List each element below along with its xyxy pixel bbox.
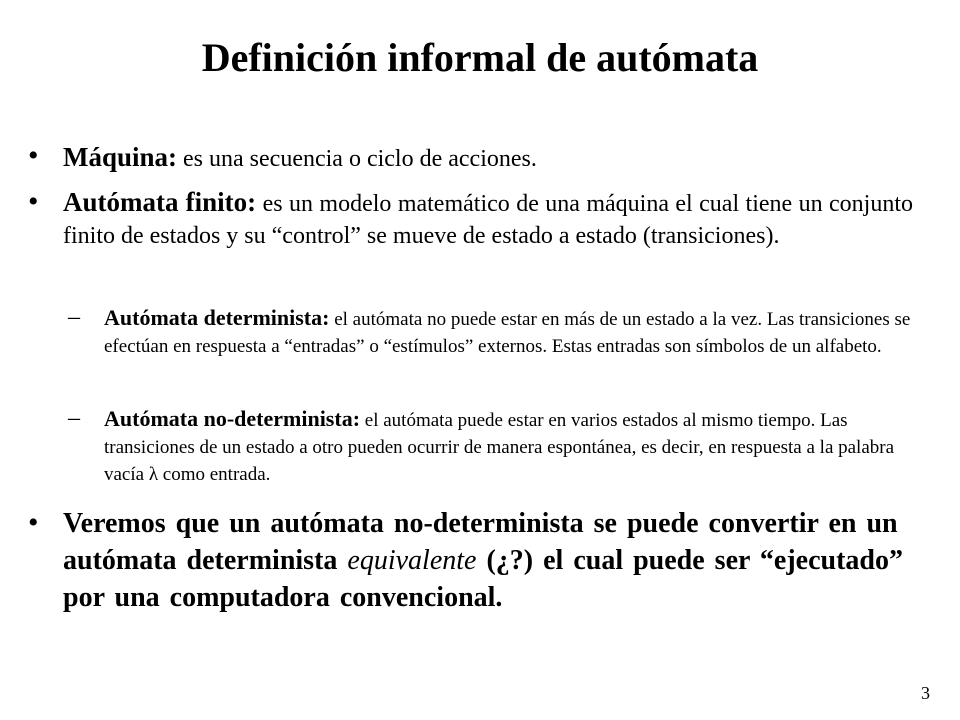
bullet-term: Máquina: [63,142,178,172]
bullet-text [63,505,913,617]
bullet-text [63,138,913,177]
bullet-text [63,184,913,253]
bullet-definition: es una secuencia o ciclo de acciones. [177,146,537,172]
subbullet-marker: – [68,405,80,431]
subbullet-term: Autómata determinista: [104,305,330,330]
subbullet-text [104,403,924,489]
bullet-marker: • [28,506,39,539]
page-number: 3 [921,683,930,703]
conclusion-part-1: Veremos que un autómata no-determinista se puede convertir en un autómata determinista [63,508,898,577]
subbullet-definition: el autómata puede estar en varios estados al mismo tiempo. Las transiciones de un estado a otro pueden ocurrir de manera espontánea, es decir, en respuesta a la palabra vacía λ como entrada. [104,410,895,485]
slide-title: Definición informal de autómata [201,35,759,80]
subbullet-text [104,302,924,361]
conclusion-part-2: (¿?) el cual puede ser “ejecutado” por una computadora convencional. [63,545,903,614]
bullet-marker: • [28,185,39,218]
conclusion-emphasis: equivalente [347,545,477,577]
bullet-definition: es un modelo matemático de una máquina el cual tiene un conjunto finito de estados y su “control” se mueve de estado a estado (transiciones). [63,191,914,250]
bullet-term: Autómata finito: [63,187,257,217]
bullet-marker: • [28,139,39,172]
subbullet-definition: el autómata no puede estar en más de un estado a la vez. Las transiciones se efectúan en respuesta a “entradas” o “estímulos” externos. Estas entradas son símbolos de un alfabeto. [104,309,911,357]
subbullet-marker: – [68,304,80,330]
subbullet-term: Autómata no-determinista: [104,406,361,431]
